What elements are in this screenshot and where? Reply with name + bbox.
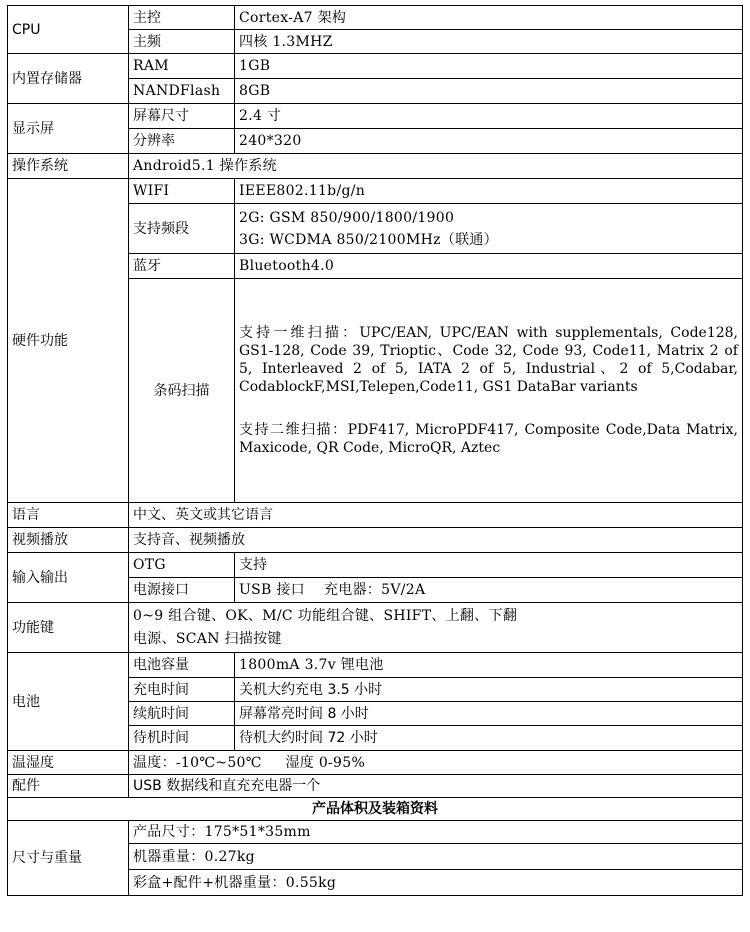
language-value: 中文、英文或其它语言 <box>129 503 743 528</box>
capacity-value: 1800mA 3.7v 锂电池 <box>235 653 743 678</box>
display-label: 显示屏 <box>8 104 129 154</box>
environment-value: 温度：-10℃~50℃ 湿度 0-95% <box>129 751 743 775</box>
storage-label: 内置存储器 <box>8 54 129 104</box>
product-size: 产品尺寸：175*51*35mm <box>129 821 743 844</box>
barcode-1d: 支持一维扫描：UPC/EAN, UPC/EAN with supplementals, Code128, GS1-128, Code 39, Trioptic、Code 32, Code 93, Code11, Matrix 2 of 5, Interleaved 2 of 5, IATA 2 of 5, Industrial、2 of 5,Codabar, CodablockF,MSI,Telepen,Code11, GS1 DataBar variants <box>239 325 738 395</box>
table-row <box>8 553 743 578</box>
bluetooth-value: Bluetooth4.0 <box>235 254 743 279</box>
main-control-label: 主控 <box>129 6 235 30</box>
table-row <box>8 179 743 204</box>
table-row <box>8 503 743 528</box>
video-value: 支持音、视频播放 <box>129 528 743 553</box>
hardware-label: 硬件功能 <box>8 179 129 503</box>
frequency-value: 四核 1.3MHZ <box>235 30 743 54</box>
main-control-value: Cortex-A7 架构 <box>235 6 743 30</box>
endurance-label: 续航时间 <box>129 702 235 726</box>
endurance-value: 屏幕常亮时间 8 小时 <box>235 702 743 726</box>
gross-weight: 彩盒+配件+机器重量：0.55kg <box>129 870 743 896</box>
power-port-label: 电源接口 <box>129 578 235 603</box>
standby-value: 待机大约时间 72 小时 <box>235 726 743 751</box>
video-label: 视频播放 <box>8 528 129 553</box>
keys-line-1: 0~9 组合键、OK、M/C 功能组合键、SHIFT、上翻、下翻 <box>133 607 518 624</box>
bands-2g: 2G: GSM 850/900/1800/1900 <box>239 209 455 226</box>
bands-value <box>235 204 743 254</box>
charge-time-value: 关机大约充电 3.5 小时 <box>235 678 743 702</box>
keys-value <box>129 603 743 653</box>
accessories-label: 配件 <box>8 775 129 798</box>
table-row <box>8 54 743 79</box>
packing-label: 尺寸与重量 <box>8 821 129 896</box>
wifi-value: IEEE802.11b/g/n <box>235 179 743 204</box>
spec-table <box>7 5 743 896</box>
otg-value: 支持 <box>235 553 743 578</box>
machine-weight: 机器重量：0.27kg <box>129 844 743 870</box>
barcode-label: 条码扫描 <box>129 279 235 503</box>
table-row <box>8 104 743 129</box>
barcode-value <box>235 279 743 503</box>
table-row <box>8 6 743 30</box>
barcode-2d: 支持二维扫描：PDF417, MicroPDF417, Composite Code,Data Matrix, Maxicode, QR Code, MicroQR, Aztec <box>239 422 738 456</box>
otg-label: OTG <box>129 553 235 578</box>
wifi-label: WIFI <box>129 179 235 204</box>
battery-label: 电池 <box>8 653 129 751</box>
spec-sheet <box>7 5 742 896</box>
table-row <box>8 821 743 844</box>
bands-label: 支持频段 <box>129 204 235 254</box>
resolution-label: 分辨率 <box>129 129 235 154</box>
table-row <box>8 798 743 821</box>
bluetooth-label: 蓝牙 <box>129 254 235 279</box>
os-value: Android5.1 操作系统 <box>129 154 743 179</box>
ram-label: RAM <box>129 54 235 79</box>
table-row <box>8 528 743 553</box>
ram-value: 1GB <box>235 54 743 79</box>
language-label: 语言 <box>8 503 129 528</box>
screen-size-value: 2.4 寸 <box>235 104 743 129</box>
table-row <box>8 603 743 653</box>
table-row <box>8 751 743 775</box>
resolution-value: 240*320 <box>235 129 743 154</box>
packing-title: 产品体积及装箱资料 <box>8 798 743 821</box>
bands-3g: 3G: WCDMA 850/2100MHz（联通） <box>239 231 498 248</box>
keys-line-2: 电源、SCAN 扫描按键 <box>133 630 282 647</box>
os-label: 操作系统 <box>8 154 129 179</box>
screen-size-label: 屏幕尺寸 <box>129 104 235 129</box>
table-row <box>8 653 743 678</box>
nand-value: 8GB <box>235 79 743 104</box>
standby-label: 待机时间 <box>129 726 235 751</box>
io-label: 输入输出 <box>8 553 129 603</box>
table-row <box>8 154 743 179</box>
table-row <box>8 775 743 798</box>
accessories-value: USB 数据线和直充充电器一个 <box>129 775 743 798</box>
charge-time-label: 充电时间 <box>129 678 235 702</box>
power-port-value: USB 接口 充电器：5V/2A <box>235 578 743 603</box>
frequency-label: 主频 <box>129 30 235 54</box>
nand-label: NANDFlash <box>129 79 235 104</box>
environment-label: 温湿度 <box>8 751 129 775</box>
keys-label: 功能键 <box>8 603 129 653</box>
cpu-label: CPU <box>8 6 129 54</box>
capacity-label: 电池容量 <box>129 653 235 678</box>
